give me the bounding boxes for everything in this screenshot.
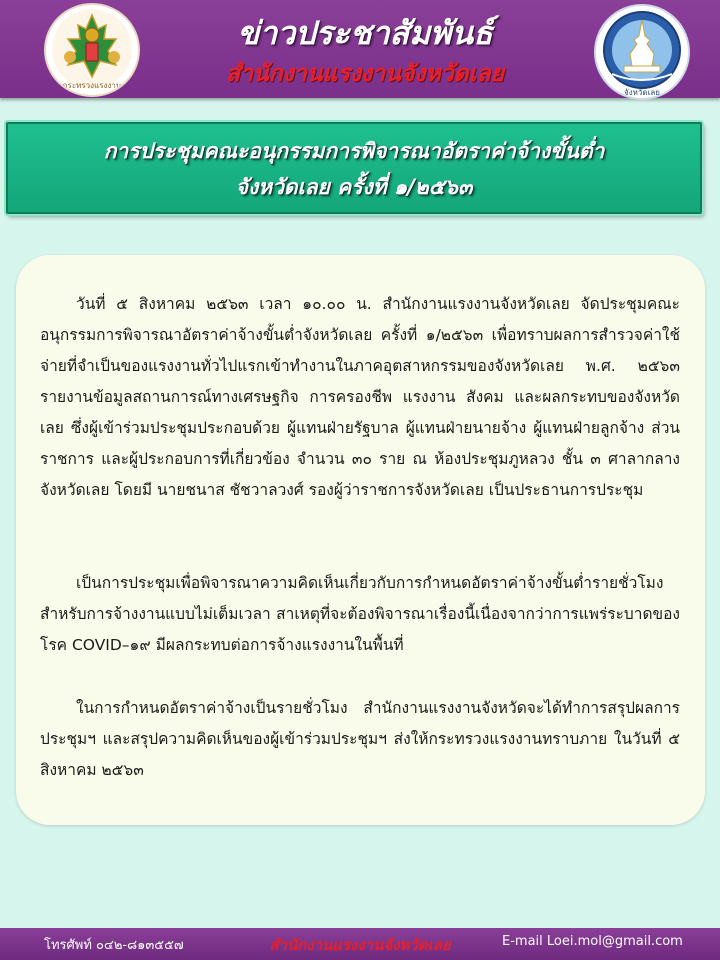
ministry-caption: กระทรวงแรงงาน — [62, 81, 122, 90]
stupa-emblem-icon — [596, 6, 688, 98]
article-body — [16, 255, 705, 825]
headline-line-2: จังหวัดเลย ครั้งที่ ๑/๒๕๖๓ — [235, 175, 473, 199]
headline-line-1: การประชุมคณะอนุกรรมการพิจารณาอัตราค่าจ้างขั้นต่ำ — [103, 139, 605, 163]
loei-province-seal-icon — [594, 4, 690, 100]
footer-bar — [0, 928, 720, 960]
headline-banner — [6, 122, 702, 214]
footer-phone: โทรศัพท์ ๐๔๒-๘๑๓๕๕๗ — [44, 938, 184, 953]
footer-office: สำนักงานแรงงานจังหวัดเลย — [269, 936, 451, 954]
page-subtitle: สำนักงานแรงงานจังหวัดเลย — [226, 61, 504, 87]
ministry-of-labour-seal-icon — [44, 3, 140, 97]
article-paragraph-2: เป็นการประชุมเพื่อพิจารณาความคิดเห็นเกี่ยวกับการกำหนดอัตราค่าจ้างขั้นต่ำรายชั่วโมงสำหรับการจ้างงานแบบไม่เต็มเวลา สาเหตุที่จะต้องพิจารณาเรื่องนี้เนื่องจากว่าการแพร่ระบาดของโรค COVID–๑๙ มีผลกระทบต่อการจ้างแรงงานในพื้นที่ — [40, 574, 680, 654]
province-caption: จังหวัดเลย — [624, 88, 660, 97]
footer-email[interactable]: E-mail Loei.mol@gmail.com — [502, 934, 683, 949]
article-paragraph-1: วันที่ ๕ สิงหาคม ๒๕๖๓ เวลา ๑๐.๐๐ น. สำนักงานแรงงานจังหวัดเลย จัดประชุมคณะอนุกรรมการพิจารณาอัตราค่าจ้างขั้นต่ำจังหวัดเลย ครั้งที่ ๑/๒๕๖๓ เพื่อทราบผลการสำรวจค่าใช้จ่ายที่จำเป็นของแรงงานทั่วไปแรกเข้าทำงานในภาคอุตสาหกรรมของจังหวัดเลย พ.ศ. ๒๕๖๓ รายงานข้อมูลสถานการณ์ทางเศรษฐกิจ การครองชีพ แรงงาน สังคม และผลกระทบของจังหวัดเลย ซึ่งผู้เข้าร่วมประชุมประกอบด้วย ผู้แทนฝ่ายรัฐบาล ผู้แทนฝ่ายนายจ้าง ผู้แทนฝ่ายลูกจ้าง ส่วนราชการ และผู้ประกอบการที่เกี่ยวข้อง จำนวน ๓๐ ราย ณ ห้องประชุมภูหลวง ชั้น ๓ ศาลากลางจังหวัดเลย โดยมี นายชนาส ชัชวาลวงศ์ รองผู้ว่าราชการจังหวัดเลย เป็นประธานการประชุม — [40, 295, 680, 499]
header-bar — [0, 0, 720, 98]
page-title: ข่าวประชาสัมพันธ์ — [237, 14, 493, 52]
article-paragraph-3: ในการกำหนดอัตราค่าจ้างเป็นรายชั่วโมง สำนักงานแรงงานจังหวัดจะได้ทำการสรุปผลการประชุมฯ และสรุปความคิดเห็นของผู้เข้าร่วมประชุมฯ ส่งให้กระทรวงแรงงานทราบภาย ในวันที่ ๕ สิงหาคม ๒๕๖๓ — [40, 699, 680, 779]
